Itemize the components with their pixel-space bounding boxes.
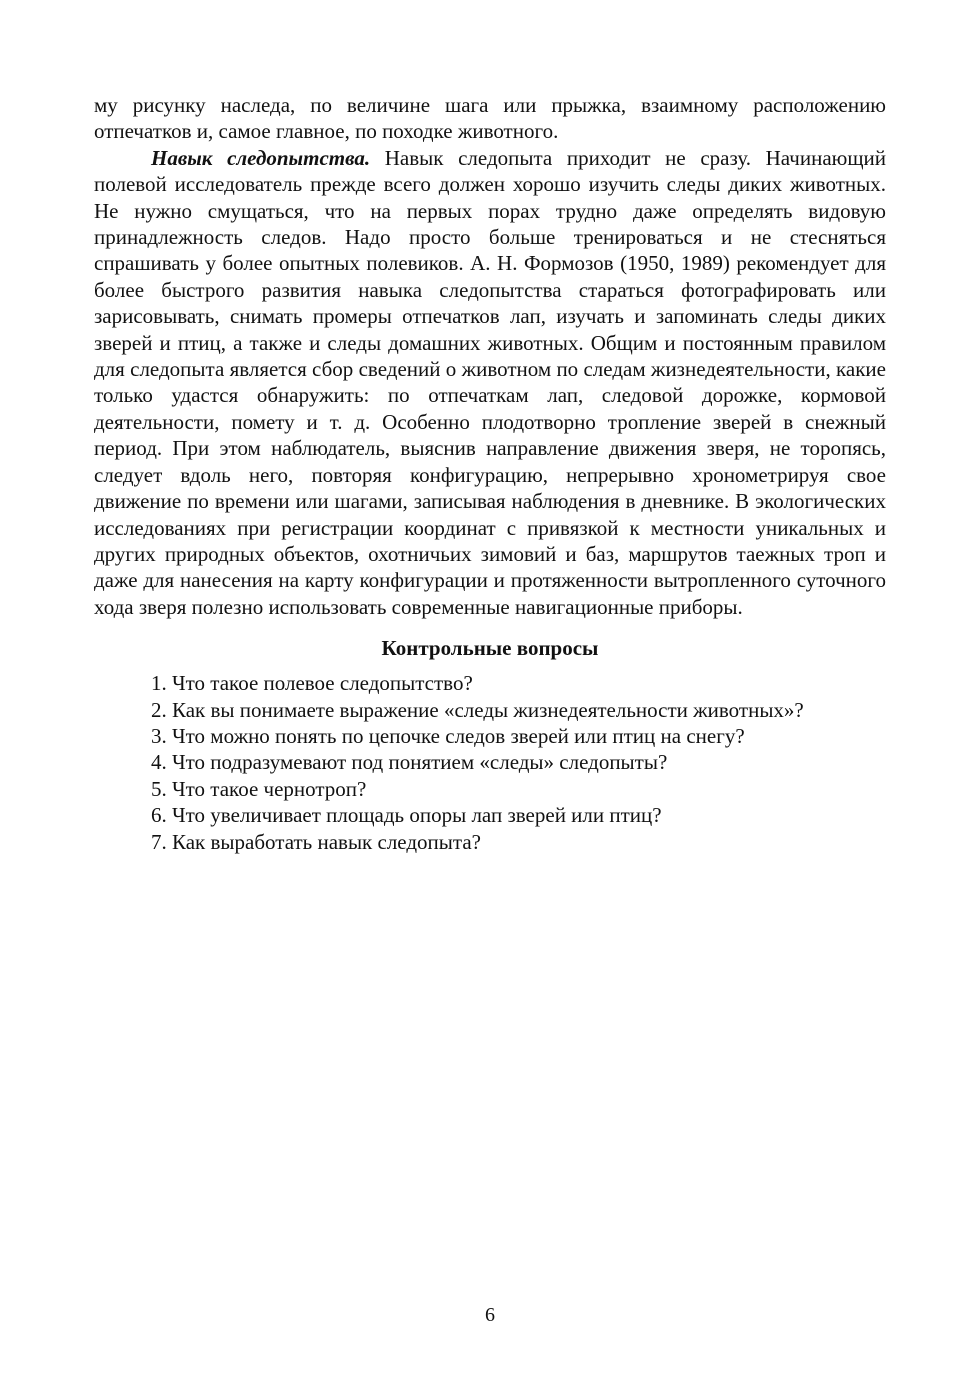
question-list: [94, 670, 886, 855]
question-item: 6. Что увеличивает площадь опоры лап зверей или птиц?: [151, 803, 662, 828]
question-item: 7. Как выработать навык следопыта?: [151, 829, 481, 854]
page-number: 6: [485, 1304, 495, 1326]
page-body: [94, 92, 886, 855]
question-item: 5. Что такое чернотроп?: [151, 776, 367, 801]
question-item: 2. Как вы понимаете выражение «следы жизнедеятельности животных»?: [151, 697, 804, 722]
paragraph-continued: [94, 92, 886, 145]
section-heading: Контрольные вопросы: [381, 636, 599, 661]
question-item: 4. Что подразумевают под понятием «следы» следопыты?: [151, 750, 668, 775]
run-in-heading: Навык следопытства.: [151, 145, 371, 170]
question-item: 3. Что можно понять по цепочке следов зверей или птиц на снегу?: [151, 723, 745, 748]
paragraph-continued-text: му рисунку наследа, по величине шага или прыжка, взаимному расположению отпечатков и, самое главное, по походке животного.: [94, 93, 886, 144]
paragraph-tracking-skill: [94, 145, 886, 620]
paragraph-tracking-skill-text: Навык следопыта приходит не сразу. Начинающий полевой исследователь прежде всего должен хорошо изучить следы диких животных. Не нужно смущаться, что на первых порах трудно даже определять видовую принадлежность следов. Надо просто больше тренироваться и не стесняться спрашивать у более опытных полевиков. А. Н. Формозов (1950, 1989) рекомендует для более быстрого развития навыка следопытства стараться фотографировать или зарисовывать, снимать промеры отпечатков лап, изучать и запоминать следы диких зверей и птиц, а также и следы домашних животных. Общим и постоянным правилом для следопыта является сбор сведений о животном по следам жизнедеятельности, какие только удастся обнаружить: по отпечаткам лап, следовой дорожке, кормовой деятельности, помету и т. д. Особенно плодотворно тропление зверей в снежный период. При этом наблюдатель, выяснив направление движения зверя, не торопясь, следует вдоль него, повторяя конфигурацию, непрерывно хронометрируя свое движение по времени или шагами, записывая наблюдения в дневнике. В экологических исследованиях при регистрации координат с привязкой к местности уникальных и других природных объектов, охотничьих зимовий и баз, маршрутов таежных троп и даже для нанесения на карту конфигурации и протяженности вытропленного суточного хода зверя полезно использовать современные навигационные приборы.: [94, 145, 886, 619]
question-item: 1. Что такое полевое следопытство?: [151, 671, 473, 696]
